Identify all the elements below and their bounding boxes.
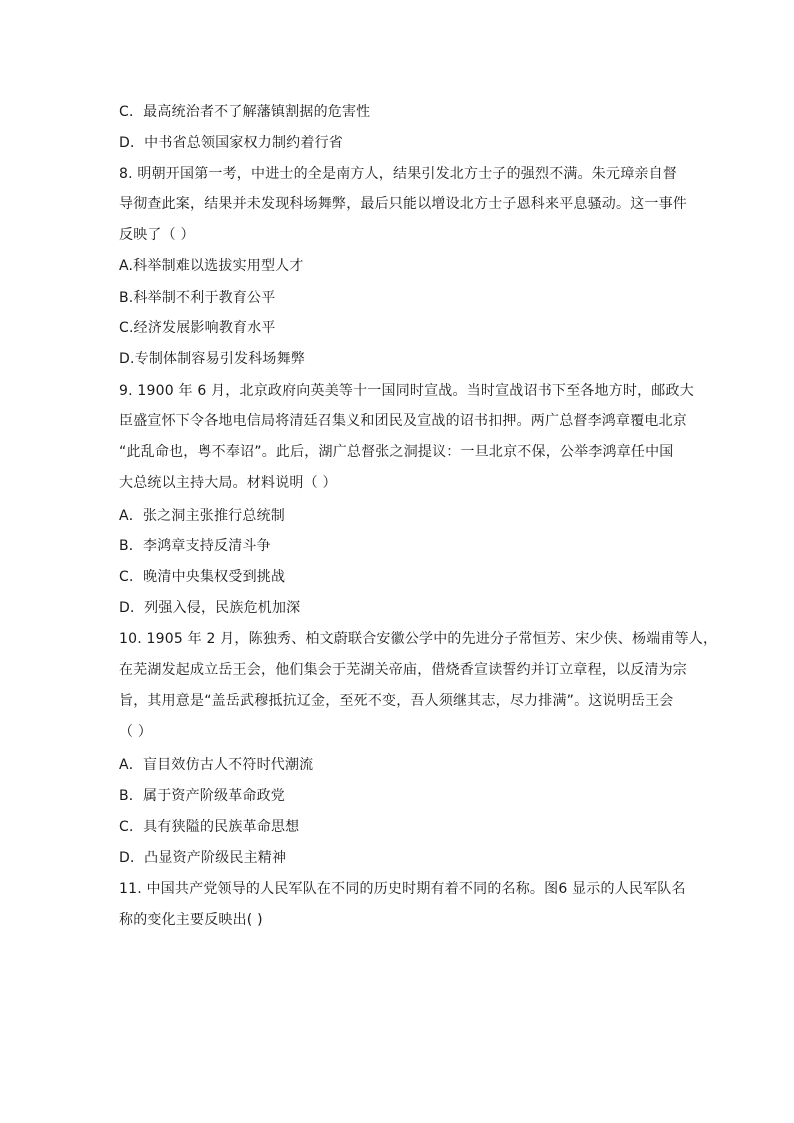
q10-stem-line-2: 在芜湖发起成立岳王会，他们集会于芜湖关帝庙，借烧香宣读誓约并订立章程，以反清为宗 — [119, 662, 687, 678]
q10-stem-line-1: 10. 1905 年 2 月，陈独秀、柏文蔚联合安徽公学中的先进分子常恒芳、宋少侠、杨端甫等人， — [119, 631, 718, 647]
q9-option-b: B．李鸿章支持反清斗争 — [119, 538, 271, 554]
q11-stem-line-1: 11. 中国共产党领导的人民军队在不同的历史时期有着不同的名称。图6 显示的人民军队名 — [119, 881, 686, 897]
q9-option-c: C．晚清中央集权受到挑战 — [119, 569, 286, 585]
q8-option-d: D.专制体制容易引发科场舞弊 — [119, 351, 306, 367]
prev-option-c: C．最高统治者不了解藩镇割据的危害性 — [119, 104, 371, 120]
q8-option-b: B.科举制不利于教育公平 — [119, 290, 276, 306]
q9-stem-line-1: 9. 1900 年 6 月，北京政府向英美等十一国同时宣战。当时宣战诏书下至各地方时，邮政大 — [119, 383, 694, 399]
q8-stem-line-3: 反映了（ ） — [119, 227, 195, 243]
q8-stem-line-1: 8. 明朝开国第一考，中进士的全是南方人，结果引发北方士子的强烈不满。朱元璋亲自督 — [119, 166, 678, 182]
q9-stem-line-4: 大总统以主持大局。材料说明（ ） — [119, 475, 337, 491]
q9-stem-line-3: “此乱命也，粤不奉诏”。此后，湖广总督张之洞提议：一旦北京不保，公举李鸿章任中国 — [119, 444, 674, 460]
q8-option-a: A.科举制难以选拔实用型人才 — [119, 258, 304, 274]
q10-option-c: C．具有狭隘的民族革命思想 — [119, 819, 300, 835]
q10-option-a: A．盲目效仿古人不符时代潮流 — [119, 757, 314, 773]
q11-stem-line-2: 称的变化主要反映出( ) — [119, 912, 263, 928]
q9-option-a: A．张之洞主张推行总统制 — [119, 508, 285, 524]
q9-stem-line-2: 臣盛宣怀下令各地电信局将清廷召集义和团民及宣战的诏书扣押。两广总督李鸿章覆电北京 — [119, 413, 687, 429]
q10-option-d: D．凸显资产阶级民主精神 — [119, 850, 287, 866]
q9-option-d: D．列强入侵，民族危机加深 — [119, 600, 301, 616]
q10-stem-line-4: （ ） — [119, 724, 153, 740]
q8-stem-line-2: 导彻查此案，结果并未发现科场舞弊，最后只能以增设北方士子恩科来平息骚动。这一事件 — [119, 196, 687, 212]
q10-stem-line-3: 旨，其用意是“盖岳武穆抵抗辽金，至死不变，吾人须继其志，尽力排满”。这说明岳王会 — [119, 693, 674, 709]
prev-option-d: D．中书省总领国家权力制约着行省 — [119, 135, 343, 151]
q10-option-b: B．属于资产阶级革命政党 — [119, 788, 286, 804]
q8-option-c: C.经济发展影响教育水平 — [119, 320, 276, 336]
